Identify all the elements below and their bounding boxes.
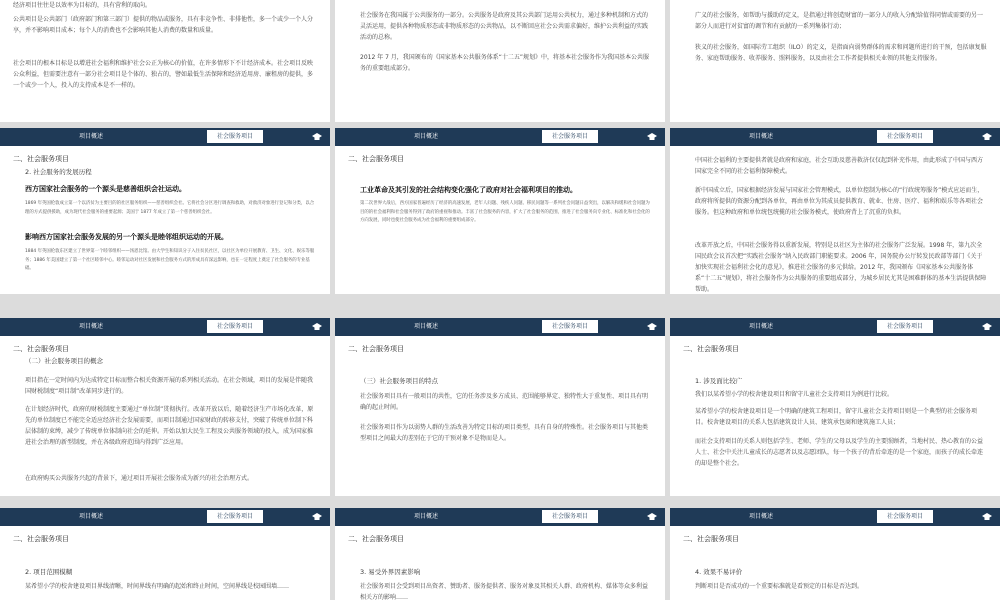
- section-title: 二、社会服务项目: [13, 155, 69, 163]
- header-right-label: 社会服务项目: [877, 130, 933, 143]
- slide-text: 2012 年 7 月，我国颁布的《国家基本公共服务体系“十二五”规划》中，将基本社会服务作为我国基本公共服务的重要组成部分。: [360, 54, 650, 72]
- header-left-label: 项目概述: [749, 133, 774, 140]
- slide-header: [335, 508, 665, 526]
- header-right-label: 社会服务项目: [207, 130, 263, 143]
- slide-text: 社会服务在我国属于公共服务的一部分。公共服务是政府及其公共部门运用公共权力，通过多种机制和方式的灵活运用，提供各种物质形态或非物质形态的公共物品，以不断回应社会公共需求偏好，维护公共利益的实践活动的总称。: [360, 12, 649, 41]
- sub-title: 2. 项目范围模糊: [25, 568, 73, 576]
- graduation-cap-icon: [312, 322, 322, 332]
- body-text: 判断项目是否成功的一个重要标准就是看预定的目标是否达到。: [695, 583, 864, 590]
- section-title: 二、社会服务项目: [683, 345, 739, 353]
- body-text: 社会服务项目会受到项目出资者、赞助者、服务提供者、服务对象及其相关人群、政府机构、媒体等众多利益相关方的影响……: [360, 583, 649, 600]
- header-left-label: 项目概述: [749, 513, 774, 520]
- sub-title: （二）社会服务项目的概念: [25, 357, 103, 365]
- graduation-cap-icon: [982, 322, 992, 332]
- slide-4-3[interactable]: [670, 508, 1000, 600]
- header-right-label: 社会服务项目: [207, 510, 263, 523]
- section-title: 二、社会服务项目: [13, 535, 69, 543]
- header-right-label: 社会服务项目: [207, 320, 263, 333]
- sub-title: 1. 涉及面比较广: [695, 377, 743, 385]
- graduation-cap-icon: [982, 512, 992, 522]
- sub-title: 2. 社会服务的发展历程: [25, 168, 92, 176]
- slide-2-1[interactable]: [0, 128, 330, 294]
- body-text: 社会服务项目具有一般项目的共性，它的任务涉及多方成员、范围能够界定、独特性大于重复性、项目具有明确的起止时间。: [360, 393, 649, 411]
- section-title: 二、社会服务项目: [683, 535, 739, 543]
- body-text: 在政府购买公共服务兴起的背景下，通过项目开展社会服务成为新兴的社会治理方式。: [25, 475, 254, 482]
- heading: 影响西方国家社会服务发展的另一个源头是睦邻组织运动的开展。: [25, 233, 228, 241]
- body-text: 社会服务项目作为以弱势人群的生活改善为特定目标的项目类型，具有自身的特殊性。社会服务项目与其他类型项目之间最大的差别在于它的干预对象不是物而是人。: [360, 424, 649, 442]
- graduation-cap-icon: [982, 132, 992, 142]
- slide-2-2[interactable]: [335, 128, 665, 294]
- slide-header: [335, 128, 665, 146]
- graduation-cap-icon: [312, 132, 322, 142]
- body-text: 新中国成立后，国家根据经济发展与国家社会管理模式，以单位控制为核心的“行政统筹服务”模式应运而生，政府将所提供的资源分配到各单位，再由单位为其成员提供教育、就业、住房、医疗、福利和娱乐等各项社会服务。但这种政府和单位统包统揽的社会服务模式，使政府背上了沉重的负担。: [695, 187, 984, 216]
- header-right-label: 社会服务项目: [542, 130, 598, 143]
- header-left-label: 项目概述: [749, 323, 774, 330]
- header-right-label: 社会服务项目: [542, 510, 598, 523]
- sub-title: 4. 效果不易评价: [695, 568, 743, 576]
- section-title: 二、社会服务项目: [348, 345, 404, 353]
- slide-2-3[interactable]: [670, 128, 1000, 294]
- sub-title: （三）社会服务项目的特点: [360, 377, 438, 385]
- graduation-cap-icon: [312, 512, 322, 522]
- slide-1-1[interactable]: [0, 0, 330, 122]
- header-left-label: 项目概述: [414, 133, 439, 140]
- header-left-label: 项目概述: [79, 323, 104, 330]
- heading: 西方国家社会服务的一个源头是慈善组织会社运动。: [25, 185, 186, 193]
- body-text: 1884 年英国伦敦东区建立了世界第一个睦邻组织——汤恩比馆。由大学生和知识分子入住贫民社区，以社区为单位开展教育、卫生、文化、娱乐等服务；1886 年美国建立了第一个社区睦邻中心。睦邻运动对社区发展和社会服务方式的形成具有深远影响，也在一定程度上奠定了社会服务的专业基础。: [25, 249, 315, 271]
- slide-4-2[interactable]: [335, 508, 665, 600]
- body-text: 某希望小学的校舍建设项目界线清晰，时间界线有明确的起始和终止时间，空间界线是校园围墙……: [25, 583, 290, 590]
- slide-text: 广义的社会服务，如帮助与援助的定义，是指通过将创造财富的一部分人的收入分配给值得同情或需要的另一部分人而进行对贫富的调节和有贡献的一系列集体行动；: [695, 12, 984, 30]
- header-left-label: 项目概述: [414, 513, 439, 520]
- slide-text: 公共项目是公共部门（政府部门和第三部门）提供的物品或服务，具有非竞争性、非排他性，多一个或少一个人分享，并不影响项目成本；每个人的消费也不会影响其他人消费的数量和质量。: [13, 16, 314, 34]
- graduation-cap-icon: [647, 322, 657, 332]
- slide-text: 狭义的社会服务，如国际劳工组织（ILO）的定义，是指面向弱势群体的需求和问题所进行的干预，包括康复服务、家庭帮助服务、收养服务、照料服务，以及由社会工作者提供相关业领的其他支持服务。: [695, 44, 987, 62]
- slide-header: [670, 508, 1000, 526]
- graduation-cap-icon: [647, 132, 657, 142]
- slide-3-3[interactable]: [670, 318, 1000, 496]
- slide-3-1[interactable]: [0, 318, 330, 496]
- header-right-label: 社会服务项目: [877, 320, 933, 333]
- slide-3-2[interactable]: [335, 318, 665, 496]
- body-text: 我们以某希望小学的校舍建设项目和留守儿童社会支持项目为例进行比较。: [695, 391, 894, 398]
- body-text: 项目指在一定时间内为达成特定目标而整合相关资源开展的系列相关活动。在社会领域，项目的发展是伴随我国财税制度“项目制”改革同步进行的。: [25, 377, 314, 395]
- graduation-cap-icon: [647, 512, 657, 522]
- slide-1-2[interactable]: [335, 0, 665, 122]
- slide-header: [0, 318, 330, 336]
- header-left-label: 项目概述: [414, 323, 439, 330]
- slide-header: [0, 128, 330, 146]
- section-title: 二、社会服务项目: [348, 535, 404, 543]
- slide-4-1[interactable]: [0, 508, 330, 600]
- slide-header: [670, 318, 1000, 336]
- body-text: 在计划经济时代，政府的财税制度主要通过“单位制”贯彻执行。改革开放以后，随着经济生产市场化改革，原先的单位制度已不能完全适应经济社会发展需要，而项目制通过国家财政的转移支付，突破了传统单位制下科层体制的束缚，减少了传统单位体制向社会的延伸。开始以加大民生工程及公共服务领域的投入，成为国家推进社会治理的新型制度，并在各级政府范围内得到广泛应用。: [25, 406, 314, 446]
- header-left-label: 项目概述: [79, 513, 104, 520]
- slide-header: [335, 318, 665, 336]
- section-title: 二、社会服务项目: [348, 155, 404, 163]
- header-right-label: 社会服务项目: [542, 320, 598, 333]
- slide-header: [670, 128, 1000, 146]
- body-text: 改革开放之后，中国社会服务得以重新发展，特别是以社区为主体的社会服务广泛发展。1998 年，第九次全国民政会议首次把“实践社会服务”纳入民政部门职能要求。2006 年，国务院办公厅转发民政部等部门《关于加快实现社会福利社会化的意见》，推进社会服务的多元供给。2012 年，我国颁布《国家基本公共服务体系“十二五”规划》，将社会服务作为公共服务的重要组成部分，为城乡居民尤其是困难群体的基本生活提供保障帮助。: [695, 242, 987, 293]
- slide-header: [0, 508, 330, 526]
- header-right-label: 社会服务项目: [877, 510, 933, 523]
- body-text: 而社会支持项目的关系人则包括学生、老师、学生的父母以及学生的主要照顾者，当地村民、热心教育的公益人士、社会中关注儿童成长的志愿者以及志愿团队，每一个孩子的背后牵连的是一个家庭，而孩子的成长牵连的却是整个社会。: [695, 438, 984, 467]
- body-text: 某希望小学的校舍建设项目是一个明确的建筑工程项目，留守儿童社会支持项目则是一个典型的社会服务项目。校舍建设项目的关系人包括建筑设计人员、建筑承包商和建筑施工人员；: [695, 408, 978, 426]
- sub-title: 3. 易受外界因素影响: [360, 568, 421, 576]
- heading: 工业革命及其引发的社会结构变化强化了政府对社会福利项目的推动。: [360, 186, 577, 194]
- slide-text: 经济项目往往是以效率为目标的，具有营利的取向。: [13, 2, 152, 9]
- slide-1-3[interactable]: [670, 0, 1000, 122]
- slide-text: 社会项目的根本目标是以增进社会福利和维护社会公正为核心的价值，在许多情形下不计经济成本。社会项目反映公众利益，但需要注意有一部分社会项目是个体的、独占的，譬如最低生活保障和经济适用房、廉租房的提供，多一个或少一个人，投入的支持成本是不一样的。: [13, 60, 314, 89]
- body-text: 第二次世界大战后，西方国家普遍经历了经济的高速发展，老年人问题、残疾人问题、移民问题等一系列社会问题日益突出，以解决和缓和社会问题为目的的社会福利和社会服务得到了政府的重视和推动。丰富了社会服务的内容，扩大了社会服务的范围，推进了社会服务向专业化、标准化和社会化的方向发展，同时也使社会服务成为社会福利的重要组成部分。: [360, 201, 650, 223]
- body-text: 1869 年英国伦敦成立第一个以济贫为主要目的的社区服务组织——慈善组织会社。它将社会分区进行调查和救助，对救济对象进行登记和分类，以合理的方式提供援助，成为现代社会服务的重要起源；美国于 1877 年成立了第一个慈善组织会社。: [25, 201, 315, 215]
- header-left-label: 项目概述: [79, 133, 104, 140]
- section-title: 二、社会服务项目: [13, 345, 69, 353]
- body-text: 中国社会福利的主要提供者就是政府和家庭，社会互助及慈善救济仅仅起到补充作用，由此形成了中国与西方国家完全不同的社会福利保障模式。: [695, 157, 984, 175]
